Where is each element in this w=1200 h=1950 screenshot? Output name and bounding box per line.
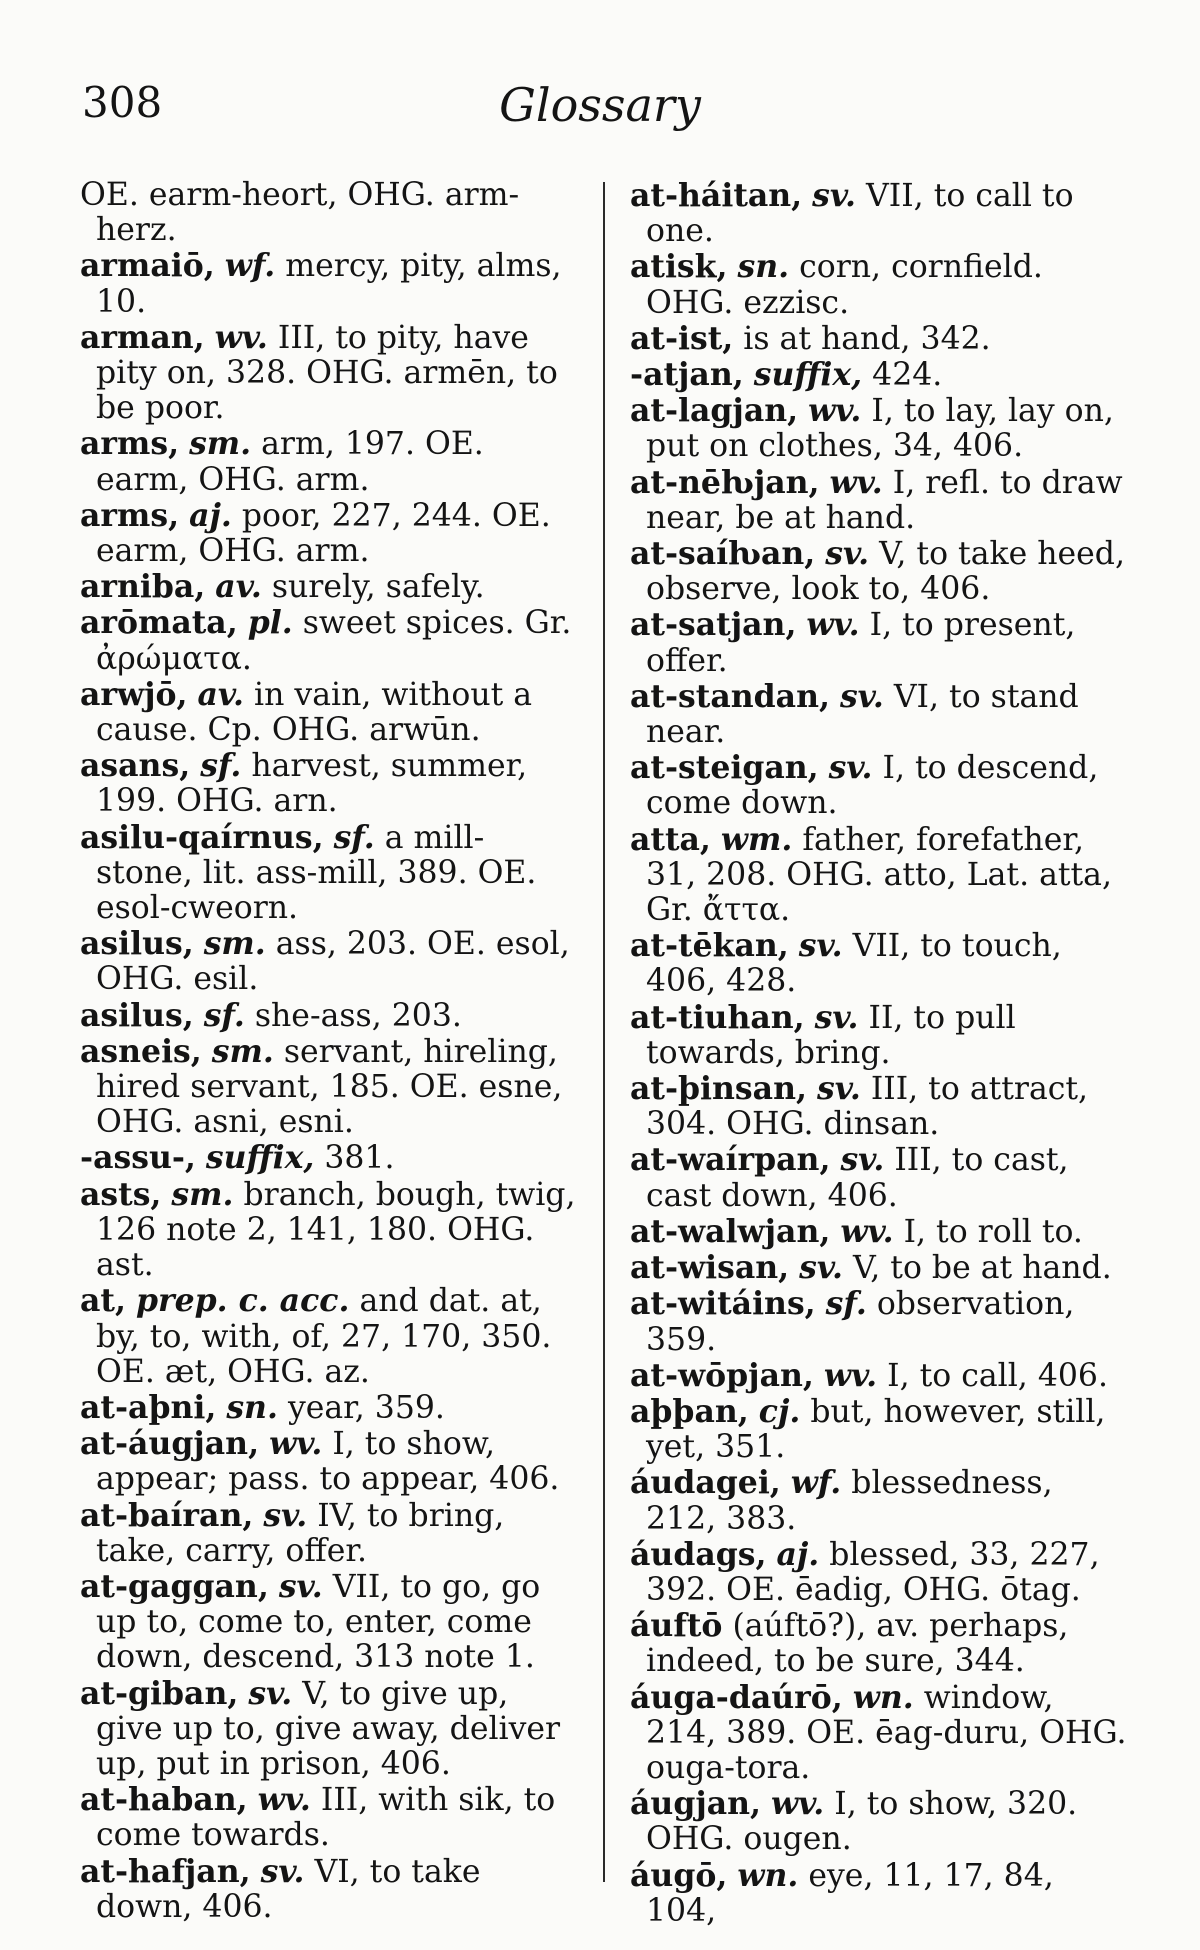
entry-definition: I, to present, offer. [646, 607, 1076, 679]
entry-definition: ass, 203. OE. esol, OHG. esil. [96, 926, 570, 998]
entry-definition: I, to descend, come down. [646, 750, 1099, 822]
entry-headword: atta, [630, 820, 711, 858]
glossary-entry [80, 498, 580, 569]
glossary-entry [630, 465, 1130, 536]
entry-definition: V, to give up, give up to, give away, deliver up, put in prison, 406. [96, 1675, 561, 1782]
entry-definition: I, to show, appear; pass. to appear, 406. [96, 1426, 560, 1498]
entry-definition: (aúftō?), av. perhaps, indeed, to be sure, 344. [646, 1608, 1069, 1680]
entry-grammar: wv. [771, 1785, 825, 1823]
glossary-entry [630, 1250, 1130, 1286]
entry-definition: is at hand, 342. [743, 320, 991, 357]
entry-grammar: wn. [852, 1678, 914, 1716]
entry-definition: observation, 359. [646, 1286, 1075, 1358]
glossary-entry [630, 1786, 1130, 1857]
entry-grammar: sv. [840, 1141, 885, 1179]
entry-grammar: wv. [214, 318, 268, 356]
glossary-entry [630, 1537, 1130, 1608]
entry-grammar: sv. [260, 1852, 305, 1890]
entry-grammar: sv. [798, 927, 843, 965]
entry-headword: at-standan, [630, 677, 830, 715]
glossary-entry [80, 1498, 580, 1569]
entry-definition: OE. earm-heort, OHG. arm-herz. [80, 177, 520, 249]
entry-grammar: sm. [203, 925, 266, 963]
entry-grammar: sn. [226, 1388, 278, 1426]
entry-headword: asilu-qaírnus, [80, 818, 324, 856]
entry-grammar: cj. [758, 1392, 801, 1430]
entry-headword: -assu-, [80, 1139, 196, 1177]
glossary-entry [630, 822, 1130, 929]
entry-headword: at-satjan, [630, 606, 797, 644]
entry-definition: blessedness, 212, 383. [646, 1465, 1053, 1537]
glossary-entry [80, 1177, 580, 1284]
entry-headword: arōmata, [80, 604, 238, 642]
entry-headword: arwjō, [80, 675, 188, 713]
entry-definition: IV, to bring, take, carry, offer. [96, 1497, 505, 1569]
glossary-entry [630, 1071, 1130, 1142]
glossary-entry [630, 393, 1130, 464]
glossary-entry [630, 249, 1130, 320]
entry-definition: I, to lay, lay on, put on clothes, 34, 406. [646, 393, 1114, 465]
entry-grammar: sv. [278, 1567, 323, 1605]
entry-headword: at-ist, [630, 319, 734, 357]
entry-grammar: sv. [814, 998, 859, 1036]
glossary-entry [80, 820, 580, 927]
entry-headword: -atjan, [630, 356, 744, 394]
entry-definition: window, 214, 389. OE. ēag-duru, OHG. ouga-tora. [646, 1679, 1127, 1786]
entry-headword: áudags, [630, 1535, 767, 1573]
glossary-entry [80, 1426, 580, 1497]
entry-grammar: sm. [171, 1175, 234, 1213]
glossary-entry [80, 1569, 580, 1676]
entry-definition: and dat. at, by, to, with, of, 27, 170, 350. OE. æt, OHG. az. [96, 1283, 552, 1390]
glossary-entry [80, 1140, 580, 1176]
glossary-column-right [630, 178, 1130, 1929]
entry-headword: atisk, [630, 248, 728, 286]
entry-headword: at-nēƕjan, [630, 463, 820, 501]
glossary-entry [80, 426, 580, 497]
entry-headword: at-gaggan, [80, 1567, 269, 1605]
glossary-entry [630, 1858, 1130, 1929]
entry-grammar: wv. [823, 1356, 878, 1394]
entry-headword: arman, [80, 318, 205, 356]
entry-definition: a mill-stone, lit. ass-mill, 389. OE. esol-cweorn. [96, 819, 537, 927]
glossary-entry [630, 1214, 1130, 1250]
glossary-entry [80, 1854, 580, 1925]
entry-definition: 424. [872, 357, 943, 394]
glossary-entry [80, 1676, 580, 1783]
entry-headword: at-walwjan, [630, 1212, 831, 1250]
entry-headword: at-haban, [80, 1781, 248, 1819]
entry-headword: at-wisan, [630, 1249, 790, 1287]
entry-grammar: sm. [189, 425, 252, 463]
entry-headword: at-háitan, [630, 177, 803, 214]
glossary-entry [80, 320, 580, 427]
entry-headword: at-hafjan, [80, 1852, 251, 1890]
glossary-entry [80, 1283, 580, 1390]
entry-grammar: aj. [776, 1535, 820, 1573]
entry-grammar: sv. [799, 1249, 843, 1287]
entry-definition: I, to show, 320. OHG. ougen. [646, 1786, 1078, 1858]
entry-definition: year, 359. [287, 1389, 445, 1426]
entry-definition: branch, bough, twig, 126 note 2, 141, 180. OHG. ast. [96, 1176, 576, 1284]
glossary-entry [630, 750, 1130, 821]
running-title: Glossary [499, 78, 701, 132]
entry-headword: arms, [80, 425, 180, 463]
entry-grammar: av. [197, 675, 245, 713]
glossary-entry [630, 357, 1130, 393]
entry-headword: at-witáins, [630, 1285, 816, 1323]
entry-grammar: wv. [808, 392, 862, 430]
entry-grammar: sn. [737, 248, 790, 286]
entry-definition: harvest, summer, 199. OHG. arn. [96, 748, 528, 820]
glossary-entry [80, 1782, 580, 1853]
entry-headword: asilus, [80, 996, 194, 1034]
entry-grammar: wv. [257, 1781, 311, 1819]
glossary-entry [80, 1390, 580, 1426]
glossary-entry [630, 1358, 1130, 1394]
entry-definition: servant, hireling, hired servant, 185. OE. esne, OHG. asni, esni. [96, 1033, 563, 1141]
entry-grammar: wf. [790, 1464, 842, 1502]
entry-grammar: sf. [825, 1285, 867, 1323]
glossary-entry [80, 569, 580, 605]
glossary-entry [80, 748, 580, 819]
entry-headword: at-baíran, [80, 1496, 254, 1534]
glossary-entry [630, 536, 1130, 607]
entry-headword: at-steigan, [630, 749, 819, 787]
entry-grammar: suffix, [753, 356, 863, 394]
entry-definition: V, to be at hand. [853, 1250, 1112, 1287]
entry-grammar: sm. [211, 1032, 274, 1070]
entry-headword: at-wōpjan, [630, 1356, 814, 1394]
entry-grammar: sv. [839, 677, 884, 715]
entry-definition: VI, to take down, 406. [96, 1853, 481, 1925]
entry-grammar: wn. [737, 1856, 799, 1894]
entry-definition: in vain, without a cause. Cp. OHG. arwūn. [96, 676, 533, 749]
glossary-entry [630, 321, 1130, 357]
entry-headword: at-lagjan, [630, 392, 799, 430]
column-divider [603, 182, 605, 1882]
entry-headword: áugō, [630, 1856, 728, 1894]
entry-definition: III, to attract, 304. OHG. dinsan. [646, 1071, 1089, 1143]
entry-definition: III, to pity, have pity on, 328. OHG. armēn, to be poor. [96, 319, 558, 427]
glossary-column-left [80, 178, 580, 1925]
entry-grammar: pl. [247, 604, 293, 642]
entry-definition: I, to call, 406. [887, 1357, 1108, 1394]
entry-grammar: sf. [200, 747, 242, 785]
entry-grammar: prep. c. acc. [135, 1282, 350, 1320]
glossary-entry [630, 1000, 1130, 1071]
entry-definition: she-ass, 203. [254, 997, 462, 1034]
entry-grammar: wv. [840, 1212, 894, 1250]
entry-definition: poor, 227, 244. OE. earm, OHG. arm. [96, 497, 551, 570]
glossary-entry [630, 679, 1130, 750]
entry-grammar: wm. [720, 820, 793, 858]
entry-grammar: av. [215, 568, 262, 606]
entry-definition: I, refl. to draw near, be at hand. [646, 464, 1123, 536]
entry-headword: at-tiuhan, [630, 998, 805, 1036]
entry-definition: corn, cornfield. OHG. ezzisc. [646, 249, 1043, 321]
entry-grammar: wf. [224, 247, 276, 285]
entry-grammar: aj. [189, 496, 232, 534]
entry-grammar: sf. [333, 818, 375, 856]
entry-grammar: sf. [203, 996, 245, 1034]
entry-grammar: suffix, [205, 1139, 315, 1177]
entry-definition: VII, to touch, 406, 428. [646, 928, 1062, 1000]
entry-headword: asts, [80, 1175, 162, 1213]
glossary-entry [80, 178, 580, 248]
entry-headword: at-waírpan, [630, 1141, 831, 1179]
entry-definition: VII, to go, go up to, come to, enter, come down, descend, 313 note 1. [96, 1568, 541, 1676]
entry-grammar: sv. [816, 1070, 861, 1108]
entry-definition: VI, to stand near. [646, 678, 1079, 751]
entry-headword: áudagei, [630, 1464, 781, 1502]
entry-definition: 381. [324, 1140, 395, 1177]
entry-definition: arm, 197. OE. earm, OHG. arm. [96, 426, 484, 498]
entry-grammar: sv. [263, 1496, 308, 1534]
entry-definition: sweet spices. Gr. ἀρώματα. [96, 605, 572, 677]
glossary-entry [630, 1286, 1130, 1357]
entry-headword: at-tēkan, [630, 927, 789, 965]
entry-headword: armaiō, [80, 247, 215, 285]
glossary-entry [630, 1394, 1130, 1465]
entry-headword: asilus, [80, 925, 194, 963]
entry-headword: áuga-daúrō, [630, 1678, 843, 1716]
glossary-entry [630, 1680, 1130, 1787]
entry-headword: áuftō [630, 1607, 723, 1645]
entry-grammar: sv. [248, 1674, 293, 1712]
glossary-entry [80, 1034, 580, 1141]
glossary-entry [630, 1608, 1130, 1679]
entry-definition: but, however, still, yet, 351. [646, 1393, 1106, 1466]
glossary-entry [630, 607, 1130, 678]
page-header [0, 78, 1200, 148]
entry-grammar: sv. [812, 177, 857, 214]
glossary-entry [630, 1142, 1130, 1213]
entry-definition: blessed, 33, 227, 392. OE. ēadig, OHG. ōtag. [646, 1536, 1100, 1608]
glossary-entry [630, 1465, 1130, 1536]
glossary-entry [80, 926, 580, 997]
entry-headword: arniba, [80, 568, 206, 606]
entry-definition: father, forefather, 31, 208. OHG. atto, Lat. atta, Gr. ἄττα. [646, 821, 1112, 929]
entry-grammar: sv. [825, 535, 870, 573]
entry-grammar: wv. [829, 463, 883, 501]
glossary-entry [80, 998, 580, 1034]
entry-definition: III, to cast, cast down, 406. [646, 1142, 1069, 1214]
entry-headword: at-giban, [80, 1674, 239, 1712]
entry-headword: at-saíƕan, [630, 535, 816, 573]
entry-definition: surely, safely. [271, 569, 485, 606]
glossary-entry [630, 178, 1130, 249]
glossary-entry [80, 677, 580, 748]
entry-headword: at-þinsan, [630, 1070, 807, 1108]
entry-headword: at, [80, 1282, 126, 1320]
entry-headword: aþþan, [630, 1392, 749, 1430]
entry-headword: asneis, [80, 1032, 202, 1070]
entry-headword: at-aþni, [80, 1388, 217, 1426]
entry-definition: II, to pull towards, bring. [646, 999, 1016, 1071]
glossary-entry [630, 928, 1130, 999]
entry-grammar: wv. [269, 1425, 323, 1463]
entry-definition: eye, 11, 17, 84, 104, [646, 1857, 1054, 1929]
glossary-entry [80, 248, 580, 319]
entry-definition: VII, to call to one. [646, 178, 1074, 250]
entry-grammar: sv. [828, 749, 873, 787]
entry-definition: I, to roll to. [903, 1213, 1083, 1250]
entry-headword: at-áugjan, [80, 1425, 260, 1463]
entry-definition: mercy, pity, alms, 10. [96, 248, 562, 320]
entry-headword: áugjan, [630, 1785, 762, 1823]
entry-headword: asans, [80, 747, 191, 785]
page-number: 308 [82, 78, 163, 127]
entry-headword: arms, [80, 496, 180, 534]
entry-grammar: wv. [806, 606, 860, 644]
entry-definition: III, with sik, to come towards. [96, 1782, 556, 1854]
glossary-entry [80, 605, 580, 676]
entry-definition: V, to take heed, observe, look to, 406. [646, 536, 1125, 608]
